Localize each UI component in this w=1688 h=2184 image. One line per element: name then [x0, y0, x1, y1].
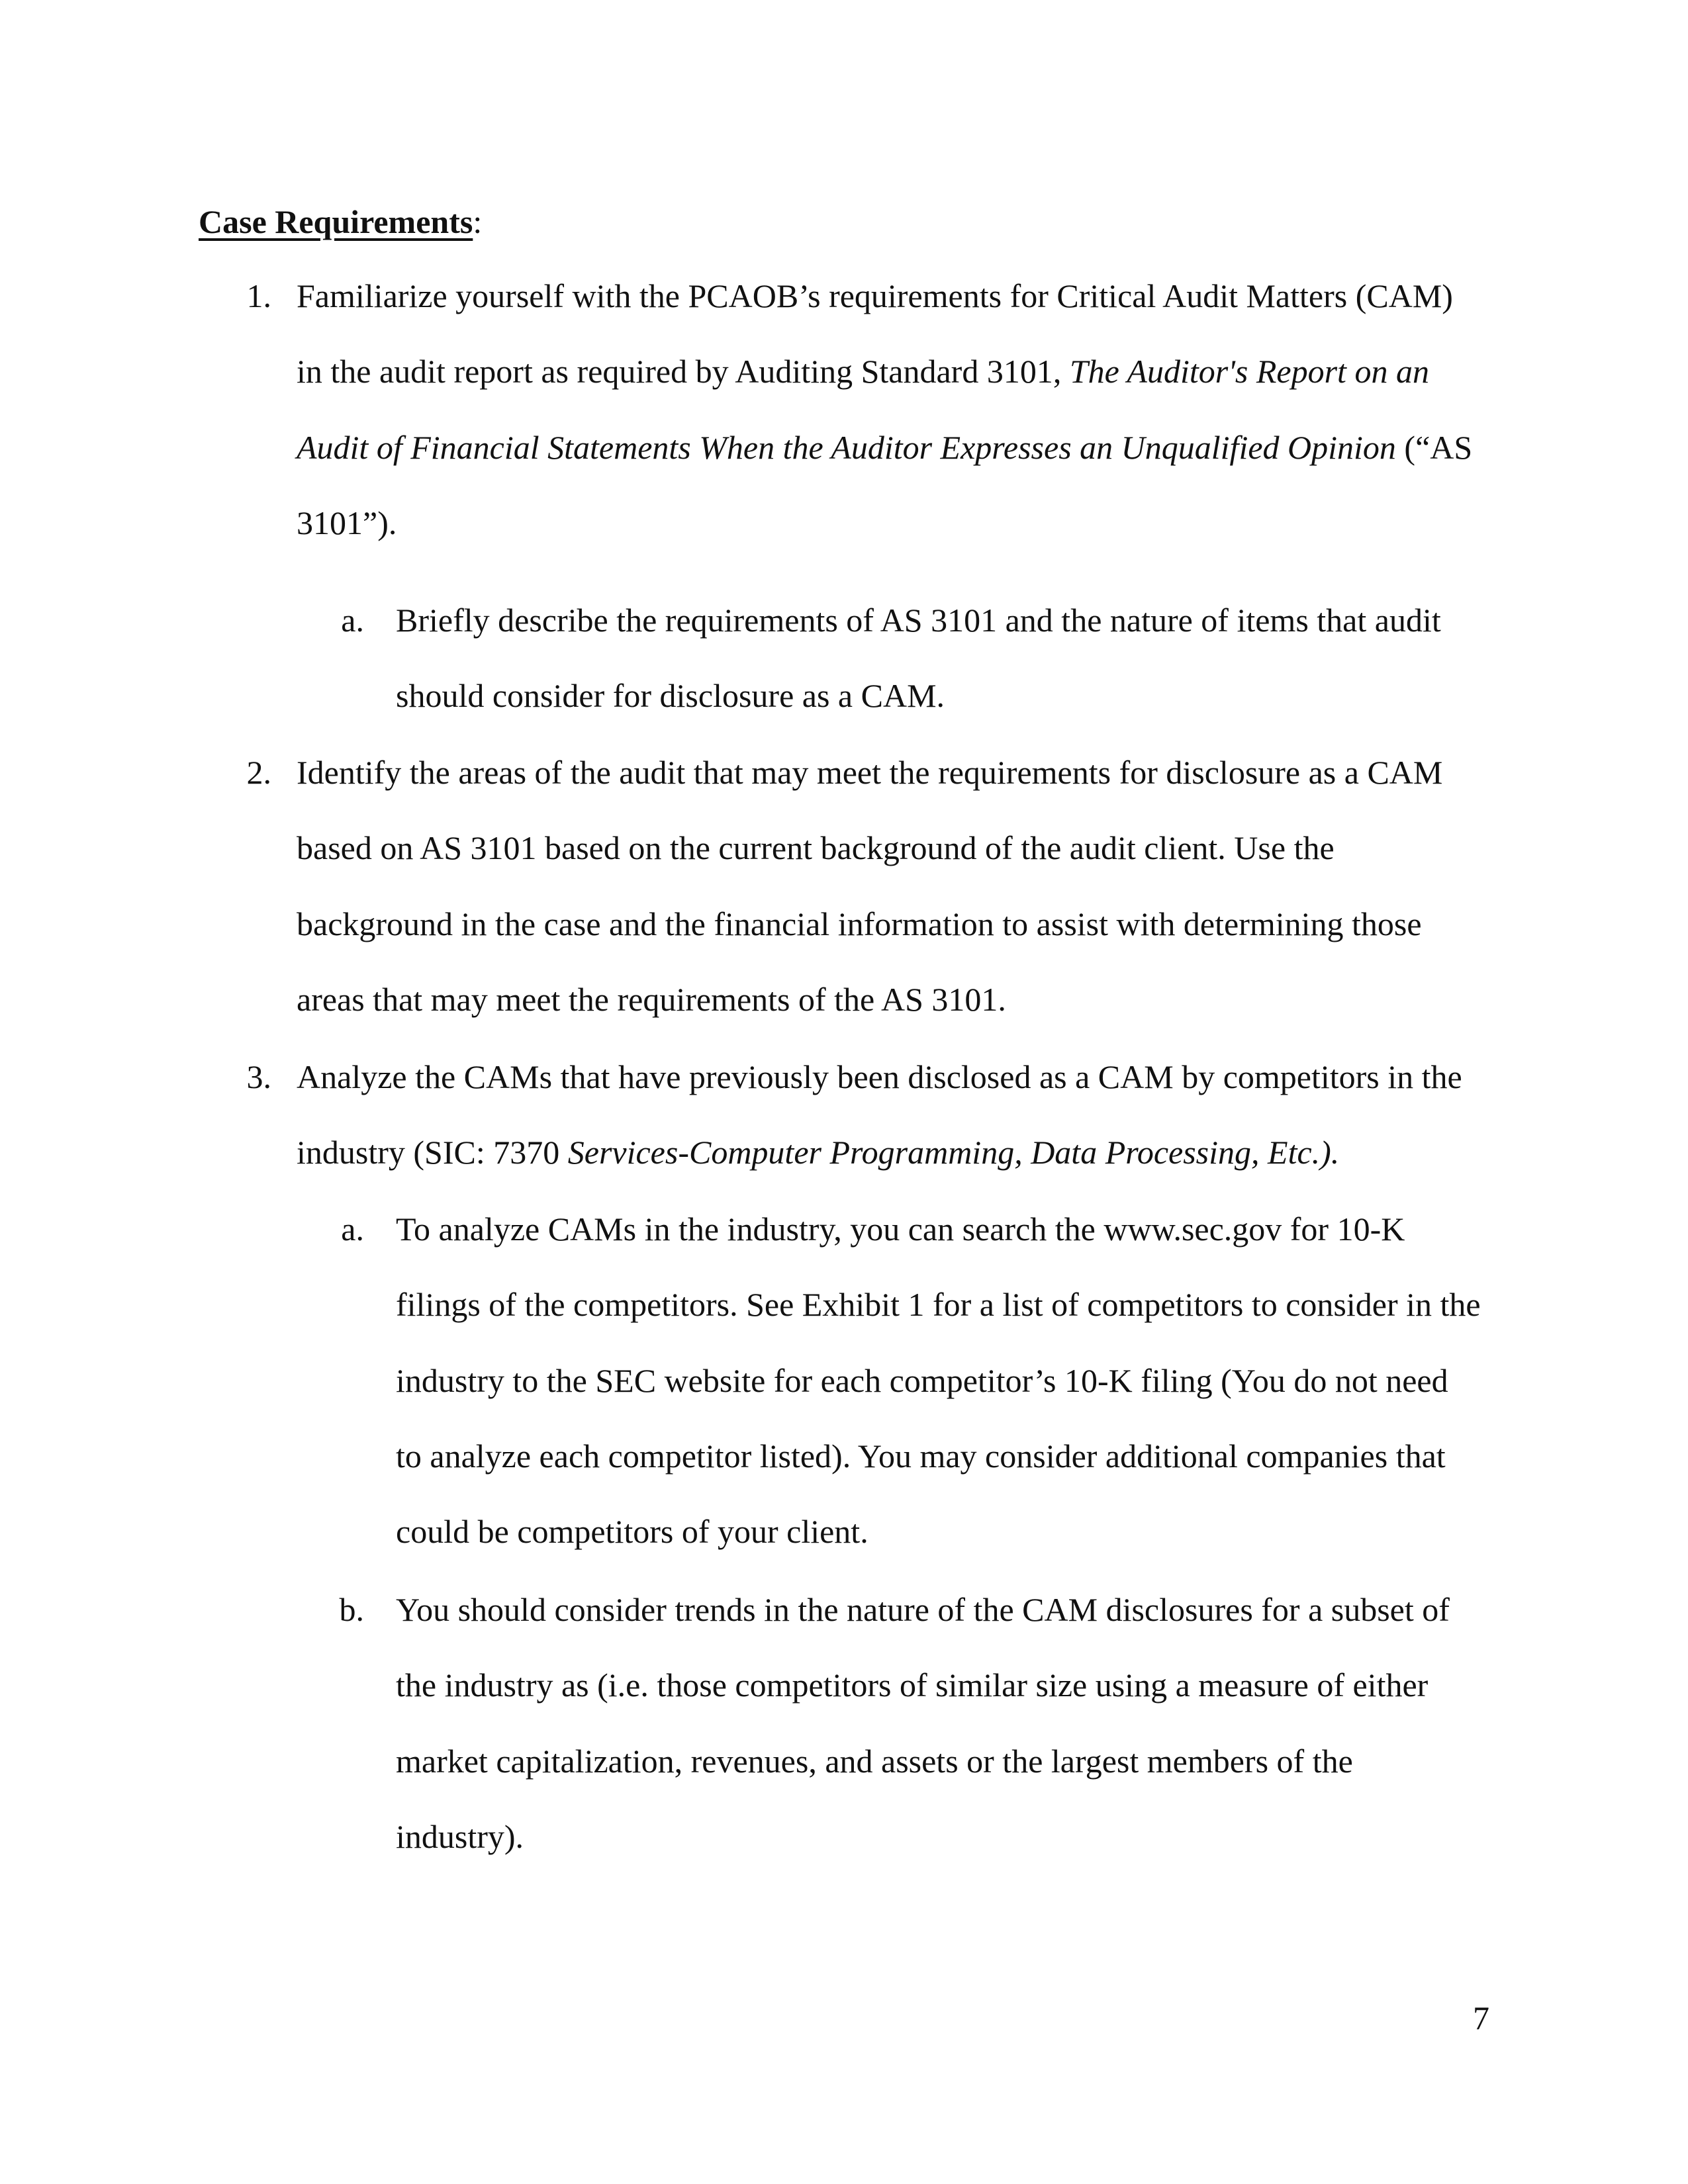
section-heading-title: Case Requirements: [199, 203, 473, 240]
page-number: 7: [1473, 1999, 1489, 2036]
list-subitem-3b-text: You should consider trends in the nature of the CAM disclosures for a subset of the industry as (i.e. those competitors of similar size using a measure of either market capitalization, revenues, and assets or the largest members of the industry).: [396, 1591, 1450, 1855]
section-heading: [199, 199, 482, 245]
list-item-1-number: 1.: [246, 277, 271, 314]
list-item-1-text: Familiarize yourself with the PCAOB’s requirements for Critical Audit Matters (CAM) in the audit report as required by Auditing Standard 3101, The Auditor's Report on an Audit of Financial Statements When the Auditor Expresses an Unqualified Opinion (“AS 3101”).: [297, 277, 1473, 541]
list-item-2-text: Identify the areas of the audit that may meet the requirements for disclosure as a CAM based on AS 3101 based on the current background of the audit client. Use the background in the case and the financial information to assist with determining those areas that may meet the requirements of the AS 3101.: [297, 754, 1443, 1018]
list-subitem-3a-text: To analyze CAMs in the industry, you can search the www.sec.gov for 10-K filings of the competitors. See Exhibit 1 for a list of competitors to consider in the industry to the SEC website for each competitor’s 10-K filing (You do not need to analyze each competitor listed). You may consider additional companies that could be competitors of your client.: [396, 1210, 1481, 1551]
list-subitem-3b-letter: b.: [339, 1591, 364, 1628]
list-subitem-1a-letter: a.: [341, 602, 364, 639]
list-item-2-number: 2.: [246, 754, 271, 791]
list-item-3-text: Analyze the CAMs that have previously been disclosed as a CAM by competitors in the industry (SIC: 7370 Services-Computer Programming, Data Processing, Etc.).: [297, 1058, 1462, 1171]
section-heading-colon: :: [473, 203, 483, 240]
list-subitem-3a-letter: a.: [341, 1210, 364, 1248]
list-item-3-number: 3.: [246, 1058, 271, 1095]
list-subitem-1a-text: Briefly describe the requirements of AS 3101 and the nature of items that audit should consider for disclosure as a CAM.: [396, 602, 1441, 715]
